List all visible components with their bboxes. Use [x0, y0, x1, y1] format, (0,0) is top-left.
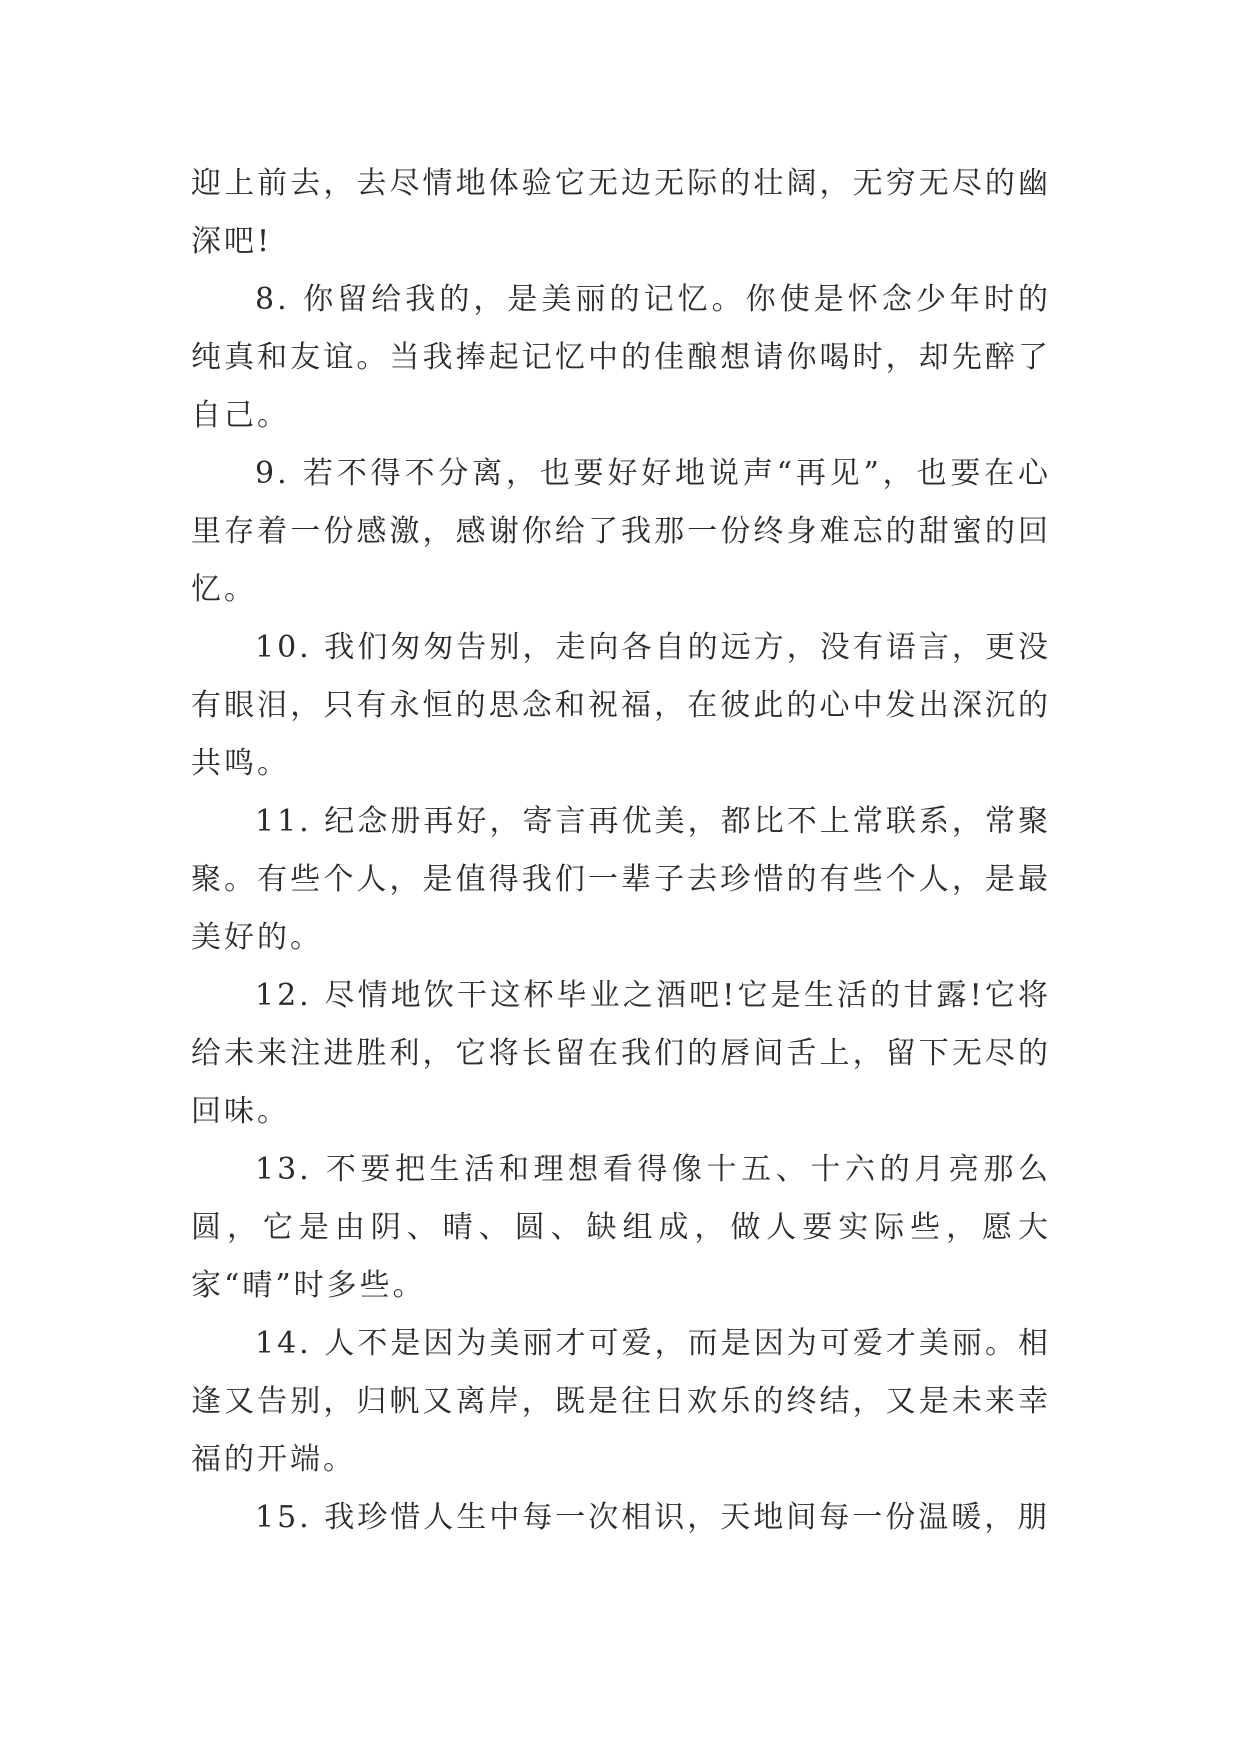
paragraph-item-8: 8. 你留给我的，是美丽的记忆。你使是怀念少年时的纯真和友谊。当我捧起记忆中的佳酿想请你喝时，却先醉了自己。 — [191, 282, 1051, 433]
paragraph-item-11: 11. 纪念册再好，寄言再优美，都比不上常联系，常聚聚。有些个人，是值得我们一辈子去珍惜的有些个人，是最美好的。 — [191, 804, 1051, 955]
paragraph-item-12: 12. 尽情地饮干这杯毕业之酒吧!它是生活的甘露!它将给未来注进胜利，它将长留在我们的唇间舌上，留下无尽的回味。 — [191, 978, 1051, 1129]
paragraph-item-14: 14. 人不是因为美丽才可爱，而是因为可爱才美丽。相逢又告别，归帆又离岸，既是往日欢乐的终结，又是未来幸福的开端。 — [191, 1326, 1051, 1477]
paragraph-item-9: 9. 若不得不分离，也要好好地说声“再见”，也要在心里存着一份感激，感谢你给了我那一份终身难忘的甜蜜的回忆。 — [191, 456, 1051, 607]
paragraph-item-13: 13. 不要把生活和理想看得像十五、十六的月亮那么圆，它是由阴、晴、圆、缺组成，做人要实际些，愿大家“晴”时多些。 — [191, 1152, 1051, 1303]
paragraph-continuation: 迎上前去，去尽情地体验它无边无际的壮阔，无穷无尽的幽深吧! — [191, 166, 1051, 259]
paragraph-item-15: 15. 我珍惜人生中每一次相识，天地间每一份温暖，朋 — [255, 1500, 1051, 1535]
paragraph-item-10: 10. 我们匆匆告别，走向各自的远方，没有语言，更没有眼泪，只有永恒的思念和祝福，在彼此的心中发出深沉的共鸣。 — [191, 630, 1051, 781]
document-body — [191, 155, 1051, 1547]
